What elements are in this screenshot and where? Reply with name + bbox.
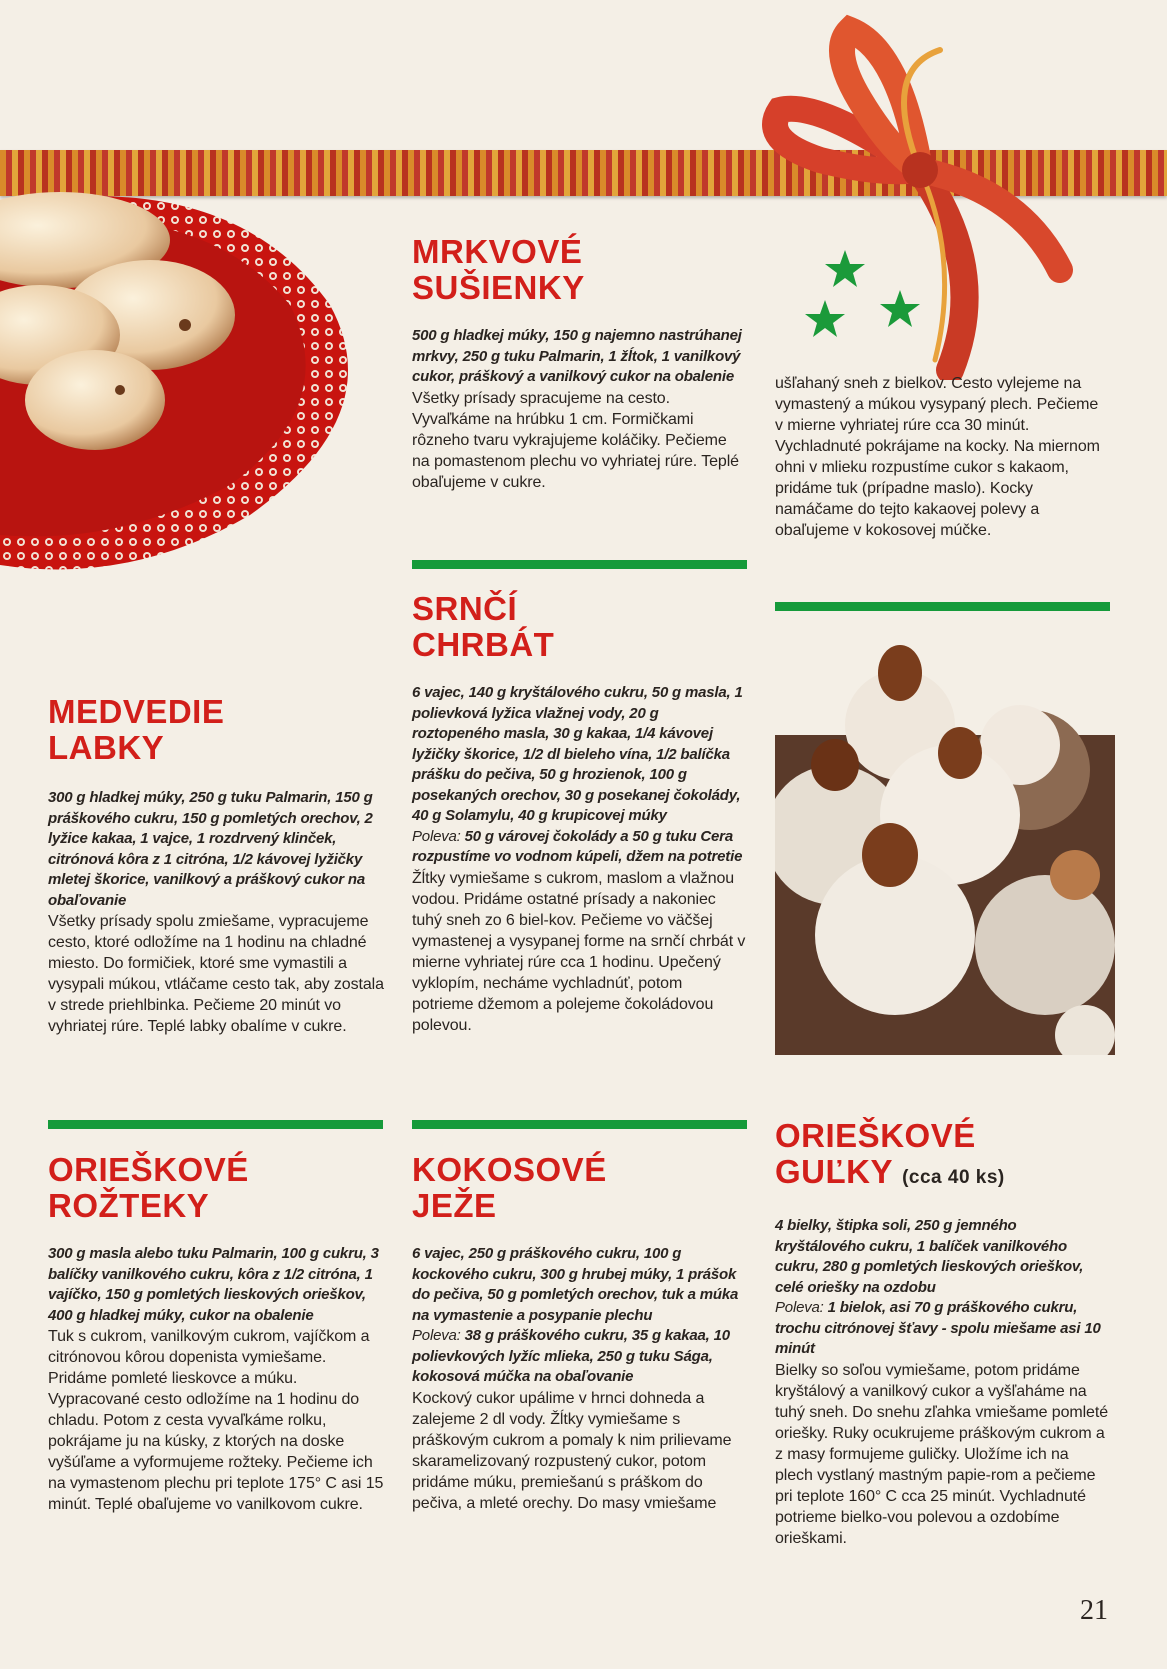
title-line-1: ORIEŠKOVÉ <box>775 1117 976 1154</box>
glaze <box>775 1298 1110 1360</box>
method: Žĺtky vymiešame s cukrom, maslom a vlažnou vodou. Pridáme ostatné prísady a nakoniec tuhý sneh zo 6 biel-kov. Pečieme vo väčšej vymastenej a vysypanej forme na srnčí chrbát v mierne vyhriatej rúre cca 1 hodinu. Upečený vyklopím, necháme vychladnúť, potom potrieme džemom a polejeme čokoládovou polevou. <box>412 869 746 1034</box>
ingredients: 6 vajec, 140 g kryštálového cukru, 50 g masla, 1 polievková lyžica vlažnej vody, 20 g roztopeného masla, 30 g kakaa, 1/4 kávovej lyžičky škorice, 1/2 dl bieleho vína, 1/2 balíčka prášku do pečiva, 50 g hrozienok, 100 g posekaných orechov, 30 g posekanej čokolády, 40 g Solamylu, 40 g krupicovej múky <box>412 684 743 824</box>
title-line-2: JEŽE <box>412 1187 497 1224</box>
title-line-1: KOKOSOVÉ <box>412 1151 607 1188</box>
method: Všetky prísady spracujeme na cesto. Vyvaľkáme na hrúbku 1 cm. Formičkami rôzneho tvaru vykrajujeme koláčiky. Pečieme na pomastenom plechu vo vyhriatej rúre. Teplé obaľujeme v cukre. <box>412 389 739 491</box>
title-line-1: MRKVOVÉ <box>412 233 583 270</box>
title-note: (cca 40 ks) <box>902 1167 1005 1188</box>
glaze-text: 1 bielok, asi 70 g práškového cukru, trochu citrónovej šťavy - spolu miešame asi 10 minút <box>775 1299 1101 1357</box>
ingredients: 300 g hladkej múky, 250 g tuku Palmarin, 150 g práškového cukru, 150 g pomletých orechov, 2 lyžice kakaa, 1 vajce, 1 rozdrvený klinček, citrónová kôra z 1 citróna, 1/2 kávovej lyžičky mletej škorice, vanilkový a práškový cukor na obaľovanie <box>48 789 373 909</box>
title-line-2: SUŠIENKY <box>412 269 585 306</box>
continuation-text <box>775 373 1105 541</box>
glaze-label: Poleva: <box>775 1299 824 1316</box>
method: Všetky prísady spolu zmiešame, vypracujeme cesto, ktoré odložíme na 1 hodinu na chladné miesto. Do formičiek, ktoré sme vymastili a vysypali múkou, vtláčame cesto tak, aby zostala v strede priehlbinka. Pečieme 20 minút vo vyhriatej rúre. Teplé labky obalíme v cukre. <box>48 913 384 1035</box>
ingredients: 500 g hladkej múky, 150 g najemno nastrúhanej mrkvy, 250 g tuku Palmarin, 1 žĺtok, 1 vanilkový cukor, práškový a vanilkový cukor na obalenie <box>412 327 742 385</box>
recipe-title <box>48 694 386 766</box>
recipe-title <box>48 1152 386 1224</box>
title-line-2: ROŽTEKY <box>48 1187 210 1224</box>
recipe-srnci <box>412 591 747 1036</box>
glaze <box>412 827 747 868</box>
glaze-label: Poleva: <box>412 827 461 845</box>
title-line-2: LABKY <box>48 729 165 766</box>
glaze-label: Poleva: <box>412 1327 461 1344</box>
recipe-mrkvove <box>412 234 747 493</box>
title-line-2: GUĽKY <box>775 1153 893 1190</box>
glaze <box>412 1326 752 1388</box>
glaze-text: 38 g práškového cukru, 35 g kakaa, 10 polievkových lyžíc mlieka, 250 g tuku Sága, kokosová múčka na obaľovanie <box>412 1327 730 1385</box>
ingredients: 4 bielky, štipka soli, 250 g jemného kryštálového cukru, 1 balíček vanilkového cukru, 280 g pomletých lieskových orieškov, celé oriešky na ozdobu <box>775 1217 1084 1296</box>
ingredients: 300 g masla alebo tuku Palmarin, 100 g cukru, 3 balíčky vanilkového cukru, kôra z 1/2 citróna, 1 vajíčko, 150 g pomletých lieskových orieškov, 400 g hladkej múky, cukor na obalenie <box>48 1245 379 1324</box>
recipe-title <box>412 1152 752 1224</box>
title-line-2: CHRBÁT <box>412 626 555 663</box>
recipe-kokosove <box>412 1152 752 1514</box>
recipe-title <box>412 591 747 663</box>
divider <box>775 602 1110 611</box>
method: Bielky so soľou vymiešame, potom pridáme kryštálový a vanilkový cukor a vyšľaháme na tuhý sneh. Do snehu zľahka vmiešame pomleté oriešky. Ruky ocukrujeme práškovým cukrom a z masy formujeme guličky. Uložíme ich na plech vystlaný mastným papie-rom a pečieme pri teplote 160° C cca 25 minút. Vychladnuté potrieme bielko-vou polevou a ozdobíme orieškami. <box>775 1361 1108 1547</box>
green-stars <box>805 245 925 355</box>
recipe-gulky <box>775 1118 1110 1549</box>
ingredients: 6 vajec, 250 g práškového cukru, 100 g kockového cukru, 300 g hrubej múky, 1 prášok do pečiva, 50 g pomletých orechov, tuk a múka na vymastenie a posypanie plechu <box>412 1245 739 1324</box>
recipe-roztky <box>48 1152 386 1515</box>
method: Kockový cukor upálime v hrnci dohneda a zalejeme 2 dl vody. Žĺtky vymiešame s práškovým cukrom a pomaly k nim prilievame skaramelizovaný rozpustený cukor, potom pridáme múku, premiešanú s práškom do pečiva, a mleté orechy. Do masy vmiešame <box>412 1389 732 1512</box>
title-line-1: SRNČÍ <box>412 590 518 627</box>
method: Tuk s cukrom, vanilkovým cukrom, vajíčkom a citrónovou kôrou dopenista vymiešame. Pridáme pomleté lieskovce a múku. Vypracované cesto odložíme na 1 hodinu do chladu. Potom z cesta vyvaľkáme rolku, pokrájame ju na kúsky, z ktorých na doske vyšúľame a vyformujeme rožteky. Pečieme ich na vymastenom plechu pri teplote 175° C asi 15 minút. Teplé obaľujeme vo vanilkovom cukre. <box>48 1328 384 1513</box>
cookies-photo-left <box>0 185 395 585</box>
title-line-1: MEDVEDIE <box>48 693 225 730</box>
method: ušľahaný sneh z bielkov. Cesto vylejeme na vymastený a múkou vysypaný plech. Pečieme v mierne vyhriatej rúre cca 30 minút. Vychladnuté pokrájame na kocky. Na miernom ohni v mlieku rozpustíme cukor s kakaom, pridáme tuk (prípadne maslo). Kocky namáčame do tejto kakaovej polevy a obaľujeme v kokosovej múčke. <box>775 375 1100 539</box>
glaze-text: 50 g várovej čokolády a 50 g tuku Cera rozpustíme vo vodnom kúpeli, džem na potretie <box>412 827 743 865</box>
recipe-title <box>412 234 747 306</box>
recipe-medvedie <box>48 694 386 1037</box>
page-number: 21 <box>1080 1595 1108 1626</box>
title-line-1: ORIEŠKOVÉ <box>48 1151 249 1188</box>
divider <box>48 1120 383 1129</box>
divider <box>412 560 747 569</box>
hazelnut-balls-photo <box>775 615 1115 1055</box>
recipe-title <box>775 1118 1110 1196</box>
divider <box>412 1120 747 1129</box>
